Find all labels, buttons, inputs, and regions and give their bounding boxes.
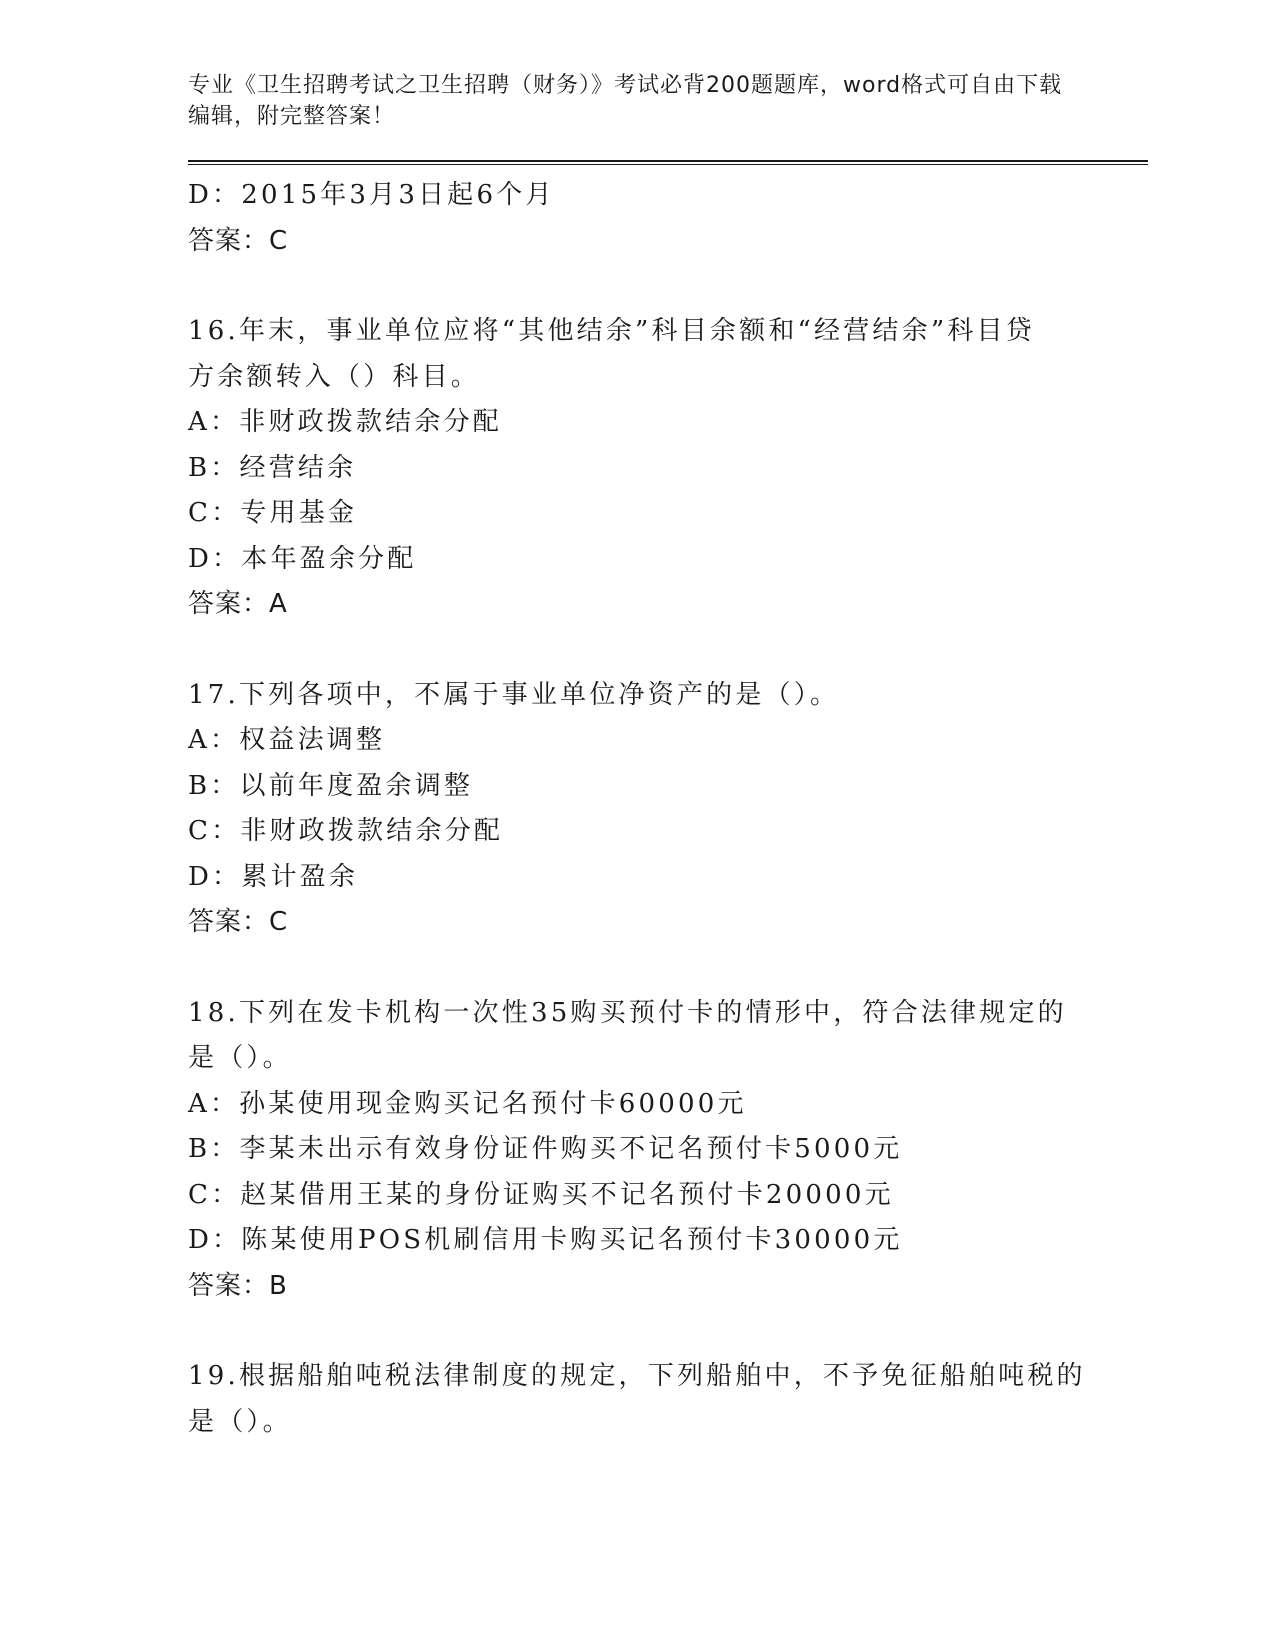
option-a: A：权益法调整 bbox=[188, 725, 386, 755]
question-stem: 18.下列在发卡机构一次性35购买预付卡的情形中，符合法律规定的 bbox=[188, 997, 1067, 1028]
question-16 bbox=[188, 309, 1148, 628]
option-b: B：李某未出示有效身份证件购买不记名预付卡5000元 bbox=[188, 1134, 903, 1164]
question-stem-continued: 方余额转入（）科目。 bbox=[188, 361, 481, 392]
option-d: D：累计盈余 bbox=[188, 861, 359, 892]
question-17 bbox=[188, 673, 1148, 946]
option-a: A：孙某使用现金购买记名预付卡60000元 bbox=[188, 1088, 747, 1119]
option-c: C：赵某借用王某的身份证购买不记名预付卡20000元 bbox=[188, 1179, 894, 1210]
option-a: A：非财政拨款结余分配 bbox=[188, 407, 502, 437]
answer-line: 答案：A bbox=[188, 589, 288, 619]
option-c: C：专用基金 bbox=[188, 498, 358, 528]
document-header: 专业《卫生招聘考试之卫生招聘（财务）》考试必背200题题库，word格式可自由下载编辑，附完整答案！ bbox=[188, 73, 1063, 129]
document-page bbox=[188, 70, 1148, 1445]
option-b: B：经营结余 bbox=[188, 452, 357, 483]
question-18 bbox=[188, 991, 1148, 1310]
question-stem: 19.根据船舶吨税法律制度的规定，下列船舶中，不予免征船舶吨税的 bbox=[188, 1361, 1086, 1391]
option-d: D：本年盈余分配 bbox=[188, 543, 417, 574]
option-d: D：2015年3月3日起6个月 bbox=[188, 180, 555, 210]
answer-line: 答案：B bbox=[188, 1270, 288, 1301]
option-d: D：陈某使用POS机刷信用卡购买记名预付卡30000元 bbox=[188, 1225, 903, 1255]
answer-line: 答案：C bbox=[188, 907, 289, 937]
header-divider bbox=[188, 160, 1148, 165]
question-19 bbox=[188, 1354, 1148, 1445]
question-stem: 16.年末，事业单位应将“其他结余”科目余额和“经营结余”科目贷 bbox=[188, 316, 1035, 346]
option-b: B：以前年度盈余调整 bbox=[188, 770, 474, 801]
document-content bbox=[188, 173, 1148, 1445]
carryover-block bbox=[188, 173, 1148, 264]
question-stem: 17.下列各项中，不属于事业单位净资产的是（）。 bbox=[188, 679, 840, 710]
question-stem-continued: 是（）。 bbox=[188, 1406, 292, 1437]
answer-line: 答案：C bbox=[188, 225, 289, 256]
option-c: C：非财政拨款结余分配 bbox=[188, 816, 504, 846]
question-stem-continued: 是（）。 bbox=[188, 1043, 292, 1073]
